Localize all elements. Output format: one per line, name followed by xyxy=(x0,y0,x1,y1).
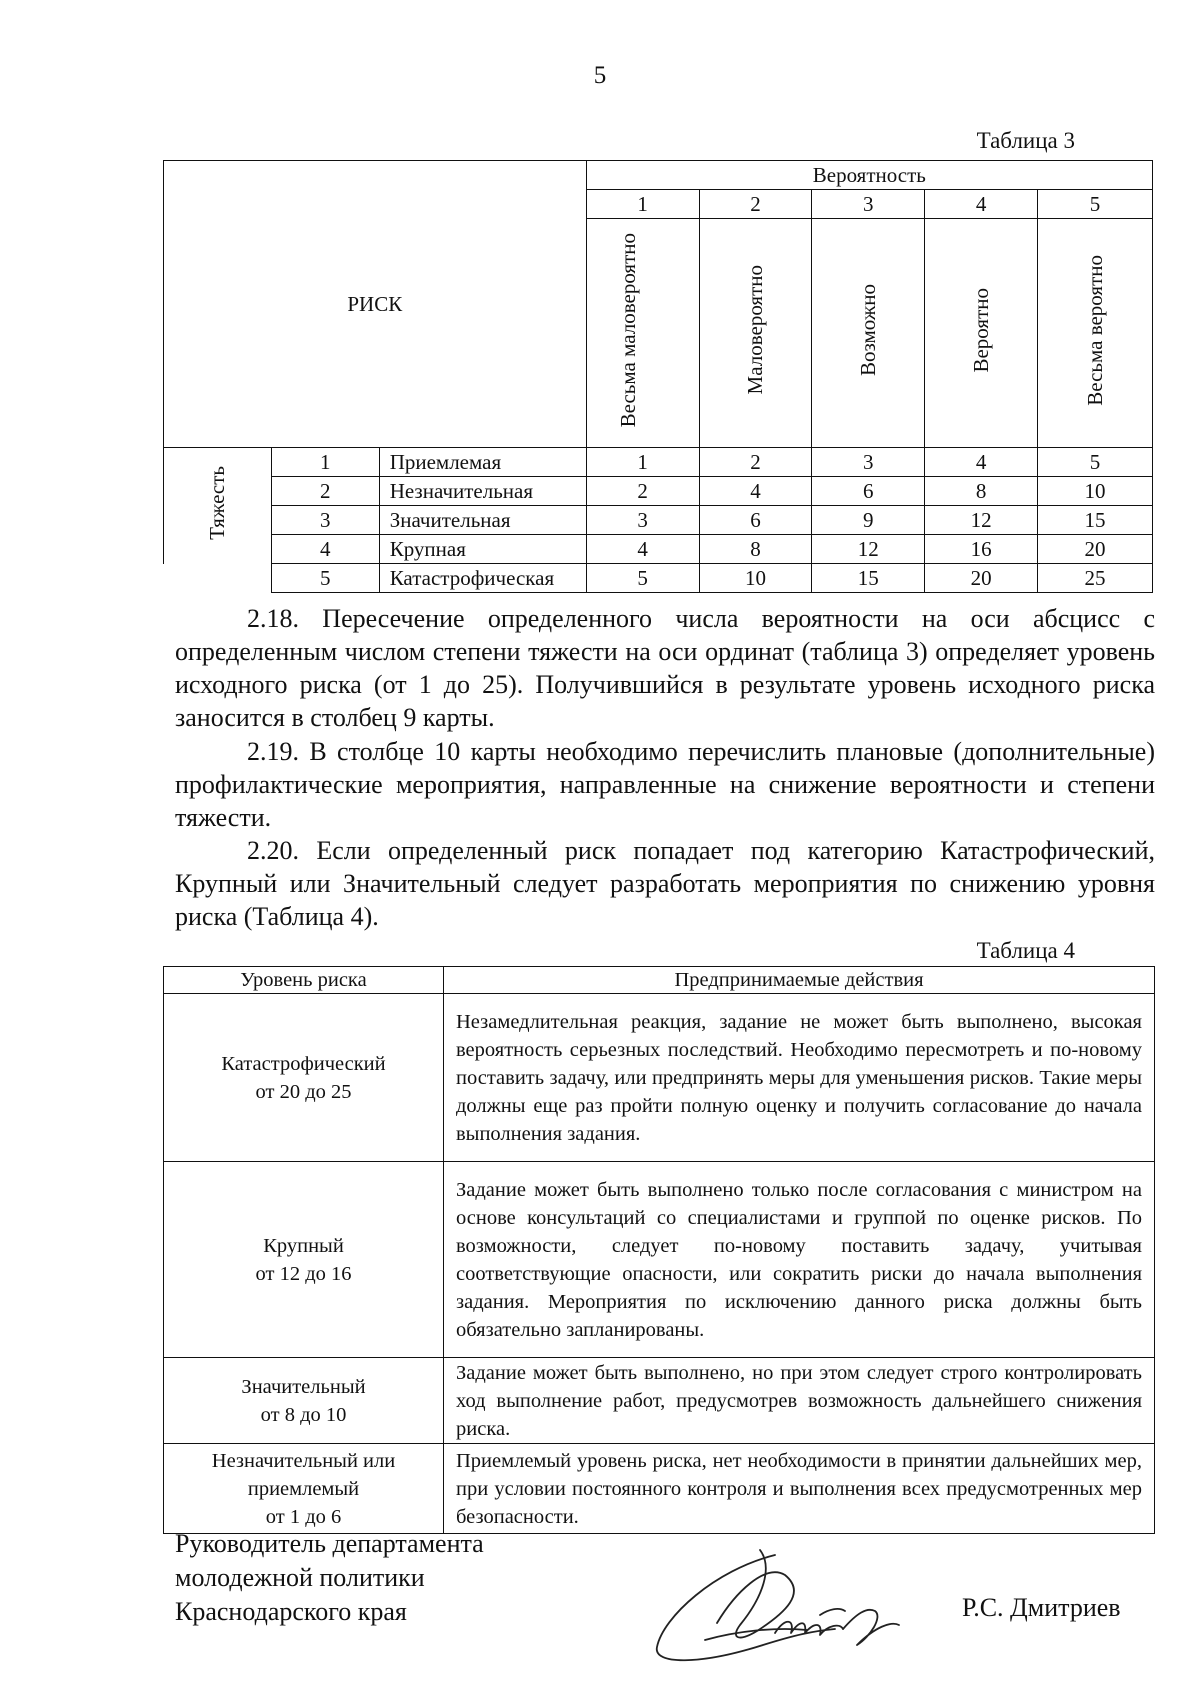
probability-name-cell xyxy=(812,219,925,448)
risk-level-cell xyxy=(164,1444,444,1534)
matrix-value: 4 xyxy=(925,448,1038,477)
matrix-value: 2 xyxy=(586,477,699,506)
probability-name-cell xyxy=(925,219,1038,448)
matrix-value: 15 xyxy=(812,564,925,593)
severity-name: Значительная xyxy=(379,506,586,535)
severity-name: Незначительная xyxy=(379,477,586,506)
probability-name: Маловероятно xyxy=(743,265,768,395)
empty-cell xyxy=(164,564,272,593)
probability-name-cell xyxy=(699,219,812,448)
matrix-value: 9 xyxy=(812,506,925,535)
matrix-value: 5 xyxy=(1038,448,1153,477)
risk-level-range: от 12 до 16 xyxy=(255,1262,352,1285)
probability-name: Весьма вероятно xyxy=(1083,254,1108,406)
severity-number: 1 xyxy=(271,448,379,477)
paragraph-text: 2.19. В столбце 10 карты необходимо перечислить плановые (дополнительные) профилактические мероприятия, направленные на снижение вероятности и степени тяжести. xyxy=(175,737,1155,832)
signature-image xyxy=(645,1545,925,1675)
matrix-value: 6 xyxy=(699,506,812,535)
matrix-value: 4 xyxy=(699,477,812,506)
severity-label-cell xyxy=(164,448,272,564)
paragraph-text: 2.20. Если определенный риск попадает под категорию Катастрофический, Крупный или Значительный следует разработать мероприятия по снижению уровня риска (Таблица 4). xyxy=(175,836,1155,931)
matrix-value: 12 xyxy=(812,535,925,564)
risk-level-cell xyxy=(164,994,444,1162)
risk-label: РИСК xyxy=(164,161,587,448)
risk-actions-text: Незамедлительная реакция, задание не может быть выполнено, высокая вероятность серьезных последствий. Необходимо пересмотреть и по-новому поставить задачу, или предпринять меры для уменьшения рисков. Такие меры должны еще раз пройти полную оценку и получить согласование до начала выполнения задания. xyxy=(444,994,1155,1162)
probability-header: Вероятность xyxy=(586,161,1152,190)
matrix-value: 8 xyxy=(699,535,812,564)
matrix-value: 3 xyxy=(812,448,925,477)
probability-number: 2 xyxy=(699,190,812,219)
severity-name: Приемлемая xyxy=(379,448,586,477)
risk-level-range: от 1 до 6 xyxy=(265,1505,342,1528)
probability-number: 5 xyxy=(1038,190,1153,219)
matrix-value: 5 xyxy=(586,564,699,593)
probability-number: 4 xyxy=(925,190,1038,219)
matrix-value: 20 xyxy=(1038,535,1153,564)
risk-level-name: Незначительный или приемлемый xyxy=(211,1449,396,1500)
risk-actions-text: Задание может быть выполнено, но при этом следует строго контролировать ход выполнение работ, предусмотрев возможность дальнейшего снижения риска. xyxy=(444,1358,1155,1444)
severity-number: 3 xyxy=(271,506,379,535)
risk-level-range: от 8 до 10 xyxy=(260,1403,347,1426)
matrix-value: 20 xyxy=(925,564,1038,593)
signer-title-line3: Краснодарского края xyxy=(175,1597,407,1626)
paragraph-text: 2.18. Пересечение определенного числа вероятности на оси абсцисс с определенным числом степени тяжести на оси ординат (таблица 3) определяет уровень исходного риска (от 1 до 25). Получившийся в результате уровень исходного риска заносится в столбец 9 карты. xyxy=(175,604,1155,732)
probability-name: Весьма маловероятно xyxy=(615,232,640,428)
risk-matrix-table xyxy=(163,160,1153,593)
probability-name-cell xyxy=(586,219,699,448)
paragraph-2-20 xyxy=(175,834,1155,933)
risk-level-name: Значительный xyxy=(241,1375,366,1398)
probability-name: Возможно xyxy=(856,283,881,377)
risk-actions-text: Задание может быть выполнено только после согласования с министром на основе консультаций со специалистами и группой по оценке рисков. По возможности, следует по-новому поставить задачу, учитывая соответствующие опасности, или сократить риски до начала выполнения задания. Мероприятия по исключению данного риска должны быть обязательно запланированы. xyxy=(444,1162,1155,1358)
header-risk-level: Уровень риска xyxy=(164,967,444,994)
matrix-value: 10 xyxy=(1038,477,1153,506)
severity-label: Тяжесть xyxy=(205,465,230,540)
paragraph-2-19 xyxy=(175,735,1155,834)
matrix-value: 16 xyxy=(925,535,1038,564)
page-number: 5 xyxy=(593,62,607,89)
risk-level-cell xyxy=(164,1358,444,1444)
severity-number: 2 xyxy=(271,477,379,506)
paragraph-2-18 xyxy=(175,602,1155,734)
table3-caption: Таблица 3 xyxy=(976,128,1075,153)
probability-name: Вероятно xyxy=(969,287,994,373)
risk-level-cell xyxy=(164,1162,444,1358)
risk-actions-text: Приемлемый уровень риска, нет необходимости в принятии дальнейших мер, при условии постоянного контроля и выполнения всех предусмотренных мер безопасности. xyxy=(444,1444,1155,1534)
matrix-value: 6 xyxy=(812,477,925,506)
probability-number: 3 xyxy=(812,190,925,219)
matrix-value: 15 xyxy=(1038,506,1153,535)
signer-title-line1: Руководитель департамента xyxy=(175,1529,484,1558)
header-actions: Предпринимаемые действия xyxy=(444,967,1155,994)
signer-name: Р.С. Дмитриев xyxy=(962,1593,1121,1622)
signer-title-line2: молодежной политики xyxy=(175,1563,425,1592)
matrix-value: 8 xyxy=(925,477,1038,506)
risk-level-range: от 20 до 25 xyxy=(255,1080,352,1103)
table4-caption: Таблица 4 xyxy=(976,938,1075,963)
matrix-value: 10 xyxy=(699,564,812,593)
risk-level-name: Катастрофический xyxy=(221,1052,386,1075)
risk-level-name: Крупный xyxy=(263,1234,344,1257)
severity-number: 4 xyxy=(271,535,379,564)
risk-actions-table xyxy=(163,966,1155,1534)
matrix-value: 1 xyxy=(586,448,699,477)
matrix-value: 3 xyxy=(586,506,699,535)
probability-name-cell xyxy=(1038,219,1153,448)
matrix-value: 25 xyxy=(1038,564,1153,593)
matrix-value: 4 xyxy=(586,535,699,564)
matrix-value: 2 xyxy=(699,448,812,477)
severity-number: 5 xyxy=(271,564,379,593)
severity-name: Катастрофическая xyxy=(379,564,586,593)
probability-number: 1 xyxy=(586,190,699,219)
matrix-value: 12 xyxy=(925,506,1038,535)
severity-name: Крупная xyxy=(379,535,586,564)
